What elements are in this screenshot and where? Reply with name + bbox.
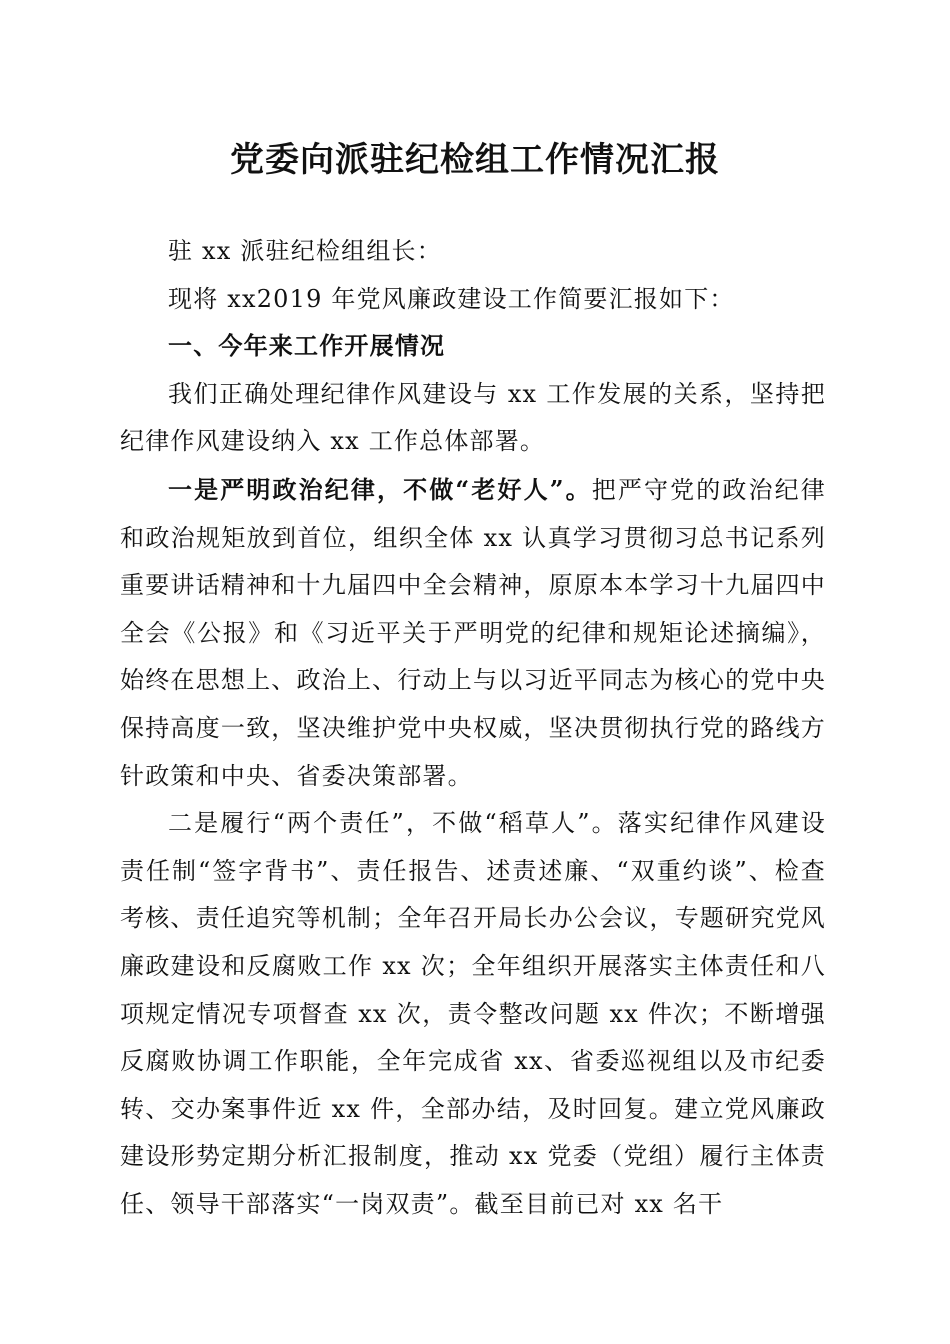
paragraph-two-responsibilities: 二是履行“两个责任”，不做“稻草人”。落实纪律作风建设责任制“签字背书”、责任报告、述责述廉、“双重约谈”、检查考核、责任追究等机制；全年召开局长办公会议，专题研究党风廉政建设和反腐败工作 xx 次；全年组织开展落实主体责任和八项规定情况专项督查 xx 次，责令整改问题 xx 件次；不断增强反腐败协调工作职能，全年完成省 xx、省委巡视组以及市纪委转、交办案事件近 xx 件，全部办结，及时回复。建立党风廉政建设形势定期分析汇报制度，推动 xx 党委（党组）履行主体责任、领导干部落实“一岗双责”。截至目前已对 xx 名干: [120, 809, 826, 1218]
document-body: [120, 228, 826, 1228]
paragraph-political-discipline: [120, 466, 826, 800]
document-title: 党委向派驻纪检组工作情况汇报: [230, 140, 720, 180]
paragraph-lead: 一是严明政治纪律，不做“老好人”。: [168, 474, 592, 504]
intro-paragraph: 现将 xx2019 年党风廉政建设工作简要汇报如下：: [168, 284, 735, 313]
paragraph-overview: 我们正确处理纪律作风建设与 xx 工作发展的关系，坚持把纪律作风建设纳入 xx 工作总体部署。: [120, 379, 826, 456]
salutation: 驻 xx 派驻纪检组组长：: [168, 237, 442, 265]
section-heading: 一、今年来工作开展情况: [168, 332, 446, 361]
paragraph-text: 把严守党的政治纪律和政治规矩放到首位，组织全体 xx 认真学习贯彻习总书记系列重要讲话精神和十九届四中全会精神，原原本本学习十九届四中全会《公报》和《习近平关于严明党的纪律和规矩论述摘编》，始终在思想上、政治上、行动上与以习近平同志为核心的党中央保持高度一致，坚决维护党中央权威，坚决贯彻执行党的路线方针政策和中央、省委决策部署。: [120, 475, 826, 790]
